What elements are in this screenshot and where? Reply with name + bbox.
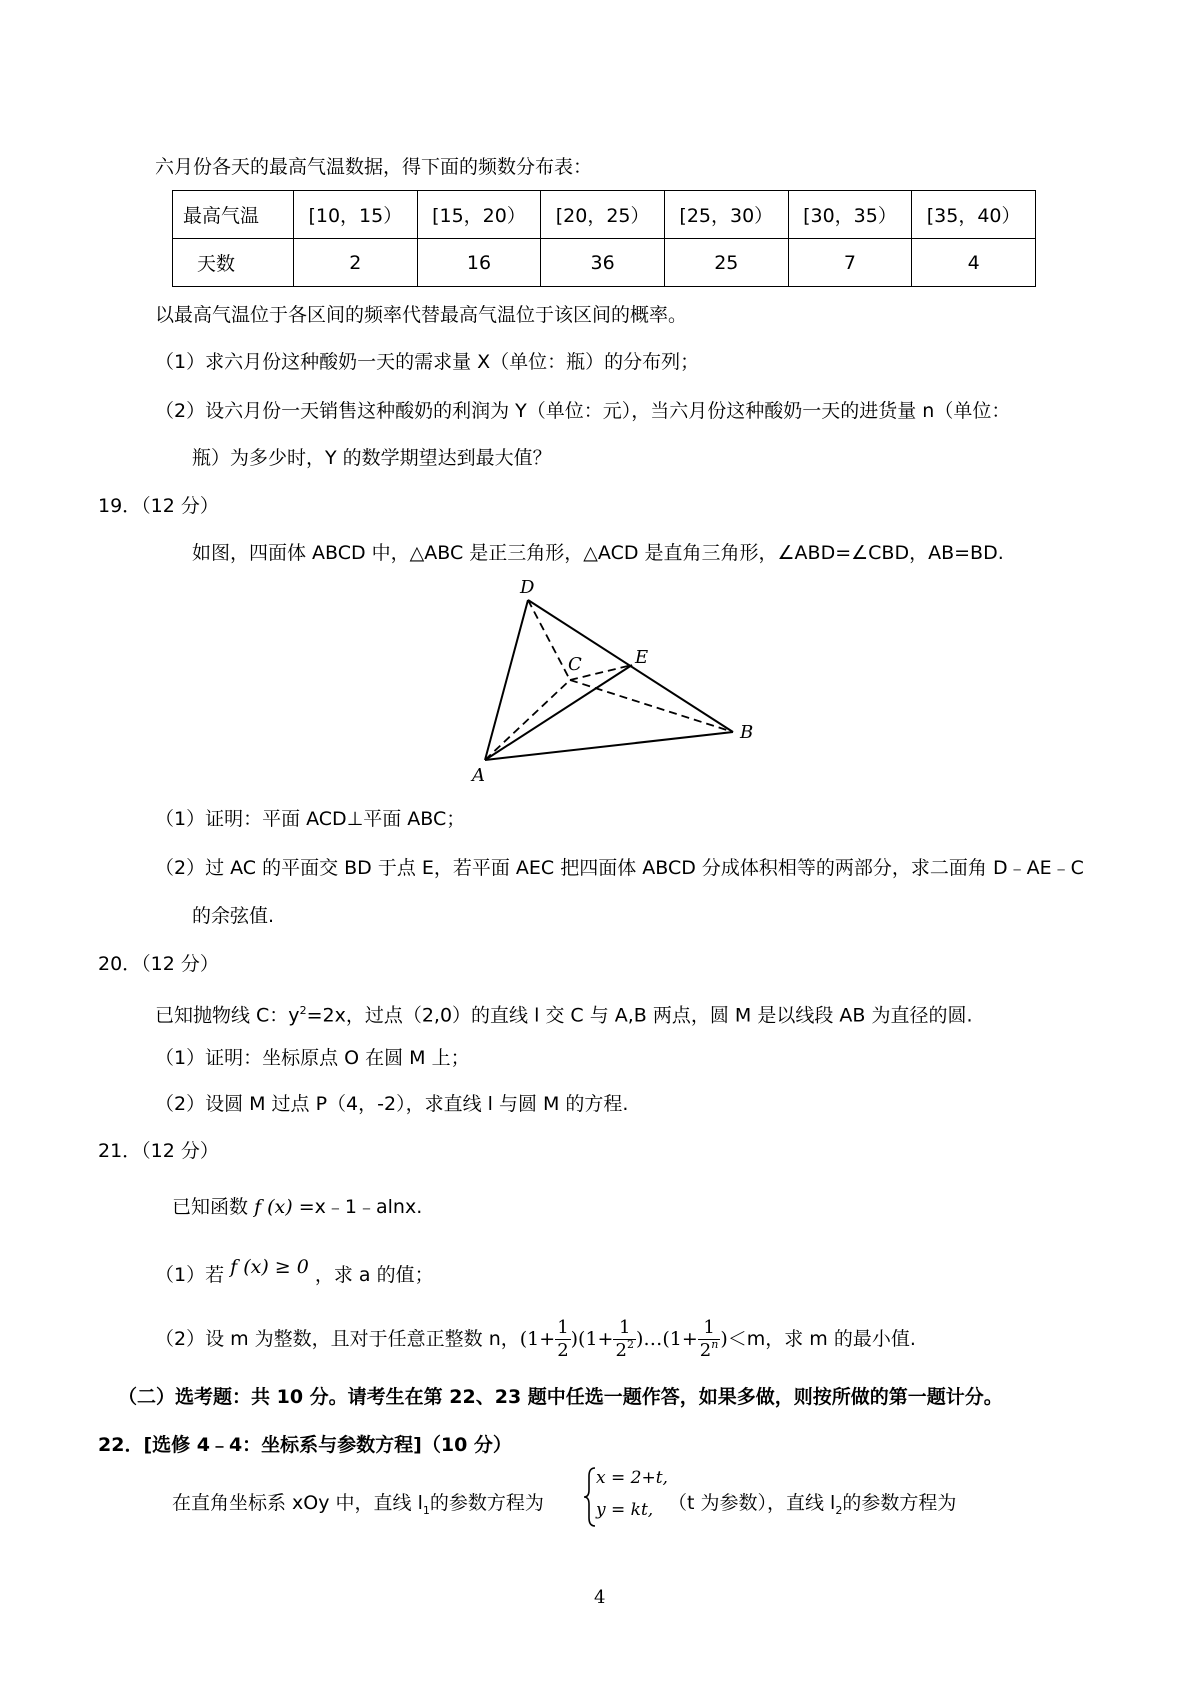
q20-part1: （1）证明：坐标原点 O 在圆 M 上；: [155, 1047, 470, 1069]
table-cell-days: 16: [417, 239, 541, 287]
table-cell-days: 7: [788, 239, 912, 287]
q19-part2-line2: 的余弦值.: [192, 905, 275, 927]
q21-stem: 已知函数 f (x) =x﹣1﹣alnx.: [172, 1196, 423, 1218]
table-row: [173, 191, 1036, 239]
table-cell-days: 2: [294, 239, 418, 287]
q21-part1: （1）若 f (x) ≥ 0 ，求 a 的值；: [155, 1256, 434, 1286]
q21-header: 21．（12 分）: [98, 1140, 219, 1162]
table-cell-interval: [30，35）: [788, 191, 912, 239]
q21-part2: （2）设 m 为整数，且对于任意正整数 n，(1+ $\frac{1}{2}$ )(1+ $\frac{1}{2^2}$ )…(1+ $\frac{1}{2^n}$ )＜m，求 m 的最小值.: [155, 1317, 916, 1361]
table-header-label: 最高气温: [173, 191, 294, 239]
q18-part1: （1）求六月份这种酸奶一天的需求量 X（单位：瓶）的分布列；: [155, 351, 700, 373]
param-equation-system: x = 2+t, y = kt,: [582, 1466, 662, 1528]
table-cell-days: 4: [912, 239, 1036, 287]
q20-header: 20．（12 分）: [98, 953, 219, 975]
fraction-one-over-two-pow-n: $\frac{1}{2^n}$: [699, 1317, 719, 1361]
q19-part2-line1: （2）过 AC 的平面交 BD 于点 E，若平面 AEC 把四面体 ABCD 分成体积相等的两部分，求二面角 D﹣AE﹣C: [155, 857, 1084, 879]
q22-stem-cont: （t 为参数），直线 $l_2$的参数方程为: [668, 1492, 957, 1517]
vertex-label-E: E: [635, 647, 649, 668]
table-cell-days: 36: [541, 239, 665, 287]
vertex-label-D: D: [520, 577, 535, 598]
edge-AC: [485, 680, 570, 760]
q22-header: 22．[选修 4﹣4：坐标系与参数方程]（10 分）: [98, 1434, 512, 1456]
intro-line: 六月份各天的最高气温数据，得下面的频数分布表：: [155, 156, 593, 178]
q18-part2-line1: （2）设六月份一天销售这种酸奶的利润为 Y（单位：元），当六月份这种酸奶一天的进货量 n（单位：: [155, 400, 1011, 422]
fraction-one-half: $\frac{1}{2}$: [557, 1317, 569, 1361]
table-row: [173, 239, 1036, 287]
edge-CB: [570, 680, 733, 732]
q18-note: 以最高气温位于各区间的频率代替最高气温位于该区间的概率。: [155, 304, 688, 326]
table-row-label: 天数: [173, 239, 294, 287]
q22-stem: 在直角坐标系 xOy 中，直线 $l_1$的参数方程为: [172, 1492, 544, 1517]
page-number: 4: [594, 1587, 606, 1608]
q20-part2: （2）设圆 M 过点 P（4，-2），求直线 l 与圆 M 的方程.: [155, 1093, 629, 1115]
vertex-label-A: A: [472, 765, 485, 786]
table-cell-interval: [25，30）: [664, 191, 788, 239]
table-cell-interval: [10，15）: [294, 191, 418, 239]
fraction-one-over-two-squared: $\frac{1}{2^2}$: [615, 1317, 634, 1361]
q19-header: 19．（12 分）: [98, 495, 219, 517]
table-cell-interval: [20，25）: [541, 191, 665, 239]
q19-stem: 如图，四面体 ABCD 中，△ABC 是正三角形，△ACD 是直角三角形，∠ABD=∠CBD，AB=BD.: [192, 542, 1004, 564]
q18-part2-line2: 瓶）为多少时，Y 的数学期望达到最大值？: [192, 447, 552, 469]
table-cell-interval: [15，20）: [417, 191, 541, 239]
tetrahedron-figure: [0, 575, 1200, 815]
section-2-heading: （二）选考题：共 10 分。请考生在第 22、23 题中任选一题作答，如果多做，则按所做的第一题计分。: [118, 1386, 1003, 1408]
q20-stem: 已知抛物线 C：$y^2=2x$，过点（2,0）的直线 l 交 C 与 A,B 两点，圆 M 是以线段 AB 为直径的圆.: [155, 1004, 973, 1027]
q19-part1: （1）证明：平面 ACD⊥平面 ABC；: [155, 808, 466, 830]
vertex-label-C: C: [568, 654, 582, 675]
frequency-table: [172, 190, 1036, 287]
vertex-label-B: B: [740, 722, 754, 743]
table-cell-days: 25: [664, 239, 788, 287]
edge-DC: [528, 600, 570, 680]
table-cell-interval: [35，40）: [912, 191, 1036, 239]
